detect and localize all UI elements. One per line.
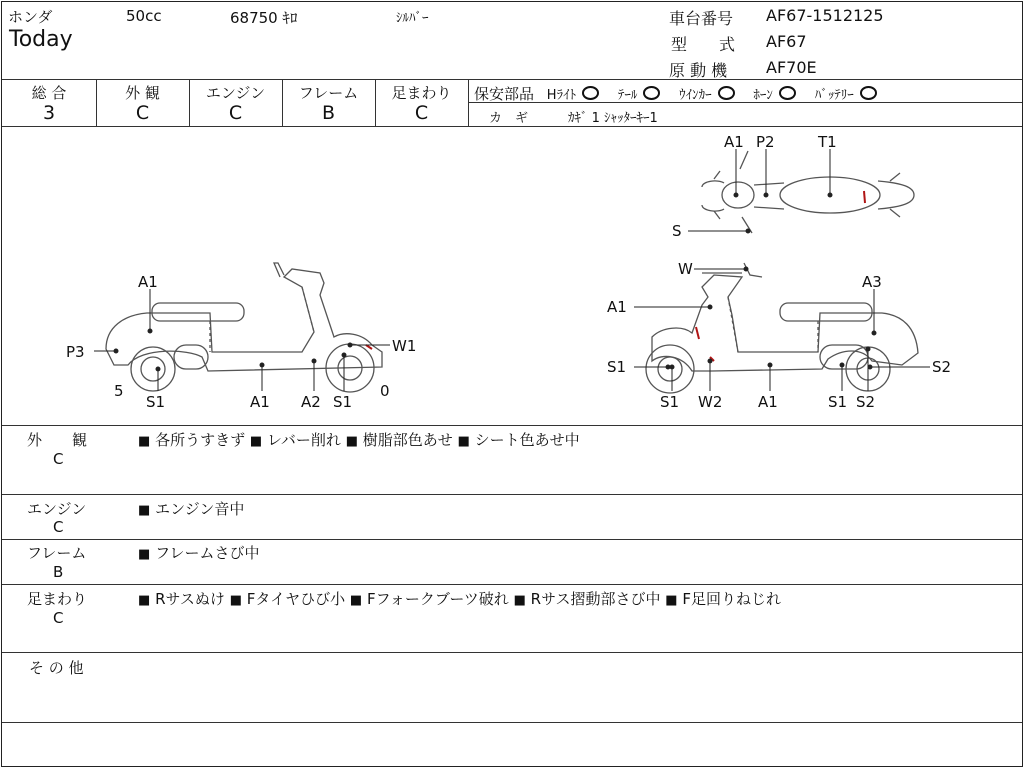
diagram-label: W1 [392,337,417,355]
grade-label-suspension: 足まわり [391,84,452,102]
engine-label: 原 動 機 [669,61,728,80]
diagram-label: P2 [756,133,775,151]
key-label: カ ギ [489,111,529,126]
scooter-top-view [702,151,914,233]
grade-value-overall: 3 [42,102,56,124]
note-label-other: そ の 他 [29,659,84,677]
grade-label-engine: エンジン [205,84,266,102]
grade-value-suspension: C [414,102,429,124]
diagram-label: A1 [724,133,744,151]
note-item: レバー削れ [266,431,341,449]
diagram-label: S1 [146,393,166,411]
chassis-label: 車台番号 [669,9,734,28]
damage-marks [366,191,865,361]
maker: ホンダ [8,8,53,26]
diagram-label: A1 [250,393,270,411]
note-label-suspension: 足まわり [27,590,88,608]
ok-mark-icon [860,86,877,100]
mileage: 68750 ｷﾛ [230,9,298,27]
displacement: 50cc [126,7,162,25]
type-label: 型 式 [671,35,736,54]
diagram-label: W [678,260,693,278]
note-item: シート色あせ中 [474,431,580,449]
diagram-label: S2 [856,393,876,411]
bullet-icon: ■ [665,593,678,608]
bullet-icon: ■ [345,434,358,449]
safety-item-tail: ﾃｰﾙ [617,88,638,103]
note-label-exterior: 外 観 [27,431,88,449]
diagram-label: S1 [607,358,627,376]
ok-mark-icon [779,86,796,100]
safety-item-winker: ｳｲﾝｶｰ [679,88,712,103]
note-grade-suspension: C [53,609,64,627]
diagram-label: W2 [698,393,723,411]
note-item: Fタイヤひび小 [246,590,346,608]
bullet-icon: ■ [513,593,526,608]
note-label-engine: エンジン [27,500,87,518]
bullet-icon: ■ [138,503,151,518]
safety-item-horn: ﾎｰﾝ [753,88,773,103]
key-value: ｶｷﾞ 1 ｼｬｯﾀｰｷｰ1 [568,111,658,126]
chassis-number: AF67-1512125 [766,6,884,25]
note-items-frame [138,542,259,563]
safety-title: 保安部品 [474,85,535,103]
bullet-icon: ■ [138,434,151,449]
note-grade-engine: C [53,518,64,536]
note-items-suspension [138,588,781,609]
diagram-label: P3 [66,343,85,361]
grade-label-exterior: 外 観 [125,84,160,102]
diagram-label: S2 [932,358,952,376]
diagram-label: A1 [758,393,778,411]
ok-mark-icon [582,86,599,100]
note-items-engine [138,498,244,519]
body-color: ｼﾙﾊﾞｰ [396,11,429,26]
damage-diagram [2,127,1024,425]
note-grade-exterior: C [53,450,64,468]
diagram-label: 0 [380,382,390,400]
grade-label-frame: フレーム [298,84,359,102]
grade-value-exterior: C [135,102,150,124]
type-value: AF67 [766,32,807,51]
ok-mark-icon [718,86,735,100]
safety-item-battery: ﾊﾞｯﾃﾘｰ [814,88,854,103]
note-items-exterior [138,429,580,450]
note-label-frame: フレーム [27,544,87,562]
ok-mark-icon [643,86,660,100]
note-item: F足回りねじれ [682,590,781,608]
bullet-icon: ■ [229,593,242,608]
note-item: フレームさび中 [155,544,260,562]
note-item: 樹脂部色あせ [362,431,453,449]
diagram-label: T1 [818,133,837,151]
grade-label-overall: 総 合 [31,84,67,102]
divider [2,79,1022,80]
note-grade-frame: B [53,563,64,581]
diagram-label: S1 [828,393,848,411]
safety-item-headlight: Hﾗｲﾄ [546,88,577,103]
diagram-label: A1 [138,273,158,291]
diagram-label: S [672,222,682,240]
safety-parts-row [474,83,891,104]
bullet-icon: ■ [457,434,470,449]
bullet-icon: ■ [138,593,151,608]
diagram-label: A2 [301,393,321,411]
diagram-label: S1 [333,393,353,411]
bullet-icon: ■ [249,434,263,449]
bullet-icon: ■ [349,593,363,608]
bullet-icon: ■ [138,547,151,562]
diagram-label: 5 [114,382,124,400]
note-item: 各所うすきず [155,431,246,449]
note-item: Rサスぬけ [155,590,225,608]
note-item: Fフォークブーツ破れ [366,590,509,608]
diagram-label: A3 [862,273,882,291]
grade-value-engine: C [228,102,243,124]
note-item: エンジン音中 [155,500,245,518]
inspection-sheet [1,1,1023,767]
model-name: Today [9,27,73,52]
diagram-label: S1 [660,393,680,411]
grade-value-frame: B [321,102,336,124]
diagram-label: A1 [607,298,627,316]
engine-value: AF70E [766,58,817,77]
note-item: Rサス摺動部さび中 [530,590,661,608]
